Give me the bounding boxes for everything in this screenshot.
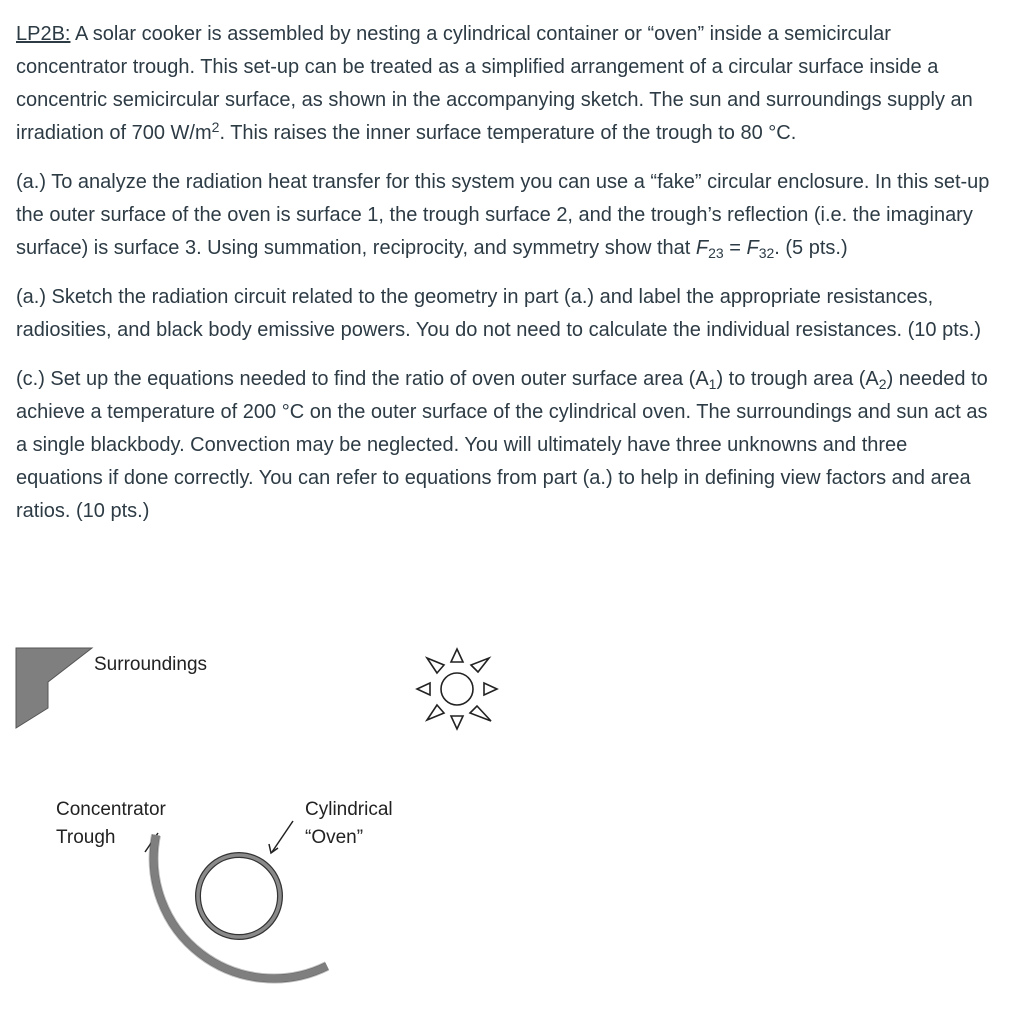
part-c-equations: (c.) Set up the equations needed to find the ratio of oven outer surface area $(A_1)$ to trough area $(A_2)$ needed to achieve a temperature of 200 °C on the outer surface of the cylindrical oven. The surroundings and sun act as a single blackbody. Convection may be neglected. You will ultimately have three unknowns and three equations if done correctly. You can refer to equations from part (a.) to help in defining view factors and area ratios. (10 pts.) (16, 368, 988, 522)
sketch-drawing (0, 630, 1021, 1024)
trough-label-line2: Trough (56, 827, 116, 848)
part-a-radiation-circuit: (a.) Sketch the radiation circuit related to the geometry in part (a.) and label the appropriate resistances, radiosities, and black body emissive powers. You do not need to calculate the individual resistances. (10 pts.) (16, 286, 981, 341)
oven-fill (198, 855, 280, 937)
oven-label-line2: “Oven” (305, 827, 364, 848)
solar-cooker-sketch (0, 630, 1021, 1024)
problem-tag: LP2B: (16, 23, 71, 45)
part-a-view-factors: (a.) To analyze the radiation heat transfer for this system you can use a “fake” circular enclosure. In this set-up the outer surface of the oven is surface 1, the trough surface 2, and the trough’s reflection (i.e. the imaginary surface) is surface 3. Using summation, reciprocity, and symmetry show that $F_{23} = F_{32}$. (5 pts.) (16, 171, 990, 261)
surroundings-label: Surroundings (94, 654, 208, 675)
oven-leader-line (272, 821, 293, 852)
oven-label-line1: Cylindrical (305, 799, 393, 820)
surroundings-shape (16, 648, 92, 728)
trough-label-line1: Concentrator (56, 799, 166, 820)
sun-icon (417, 649, 497, 729)
problem-intro: LP2B: A solar cooker is assembled by nesting a cylindrical container or “oven” inside a semicircular concentrator trough. This set-up can be treated as a simplified arrangement of a circular surface inside a concentric semicircular surface, as shown in the accompanying sketch. The sun and surroundings supply an irradiation of 700 $W/m^2$. This raises the inner surface temperature of the trough to 80 °C. (16, 23, 973, 144)
problem-text (16, 18, 996, 544)
